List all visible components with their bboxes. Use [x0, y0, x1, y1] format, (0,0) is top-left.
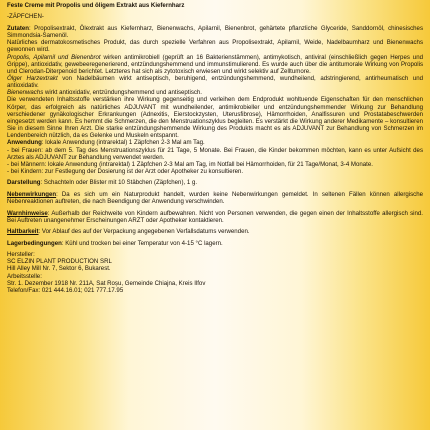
document-title: Feste Creme mit Propolis und öligem Extrakt aus Kiefernharz [7, 2, 185, 9]
resin-section [7, 75, 423, 89]
usage-men: - bei Männern: lokale Anwendung (intrarektal) 1 Zäpfchen 2-3 Mal am Tag, im Notfall bei Hämorrhoiden, für 21 Tage/Monat, 3-4 Monate. [7, 160, 373, 168]
storage-text: : Kühl und trocken bei einer Temperatur von 4-15 °C lagern. [61, 239, 223, 247]
workplace-address: Str. 1. Dezember 1918 Nr. 211A, Sat Roșu, Gemeinde Chiajna, Kreis Ilfov [7, 279, 206, 287]
propolis-label: Propolis, Apilarnil und Bienenbrot [7, 53, 101, 61]
resin-text: von Nadelbäumen wirkt antiseptisch, beruhigend, entzündungshemmend, wundheilend, adstringierend, antirheumatisch und antioxidativ. [7, 75, 424, 90]
wax-label: Bienenwachs [7, 89, 44, 97]
usage-children: - bei Kindern: zur Festlegung der Dosierung ist der Arzt oder Apotheker zu konsultieren. [7, 168, 244, 176]
propolis-text: wirken antimikrobiell (geprüft an 16 Bakterienstämmen), antimykotisch, antiviral (einschließlich gegen Herpes und Grippe), antioxidativ, gewebeeregenerierend, entzündungshemmend und immunstimulierend. Es wurde auch über die antitumorale Wirkung von Propolis und Clerodan-Diterpenoid berichtet. Letzteres hat sich als zytotoxisch erwiesen und wirkt selektiv auf Zelltumore. [7, 53, 423, 75]
presentation-label: Darstellung [7, 179, 41, 187]
effect-paragraph: Die verwendeten Inhaltsstoffe verstärken ihre Wirkung gegenseitig und verleihen dem Endprodukt wohltuende Eigenschaften für den menschlichen Körper, das erfolgreich als natürliches ADJUVANT mit wundheilender, antimikrobieller und entzündungshemmender Wirkung zur Behandlung verschiedener gynäkologischer Erkrankungen (Adnexitis, Eierstockzysten, Uterusfibrose), Hämorrhoiden, Analfissuren und Prostatabeschwerden eingesetzt werden kann. Es hemmt die Schmerzen, die den Menstruationszyklus begleiten. Es verstärkt die Wirkung anderer Medikamente – konsultieren Sie in diesem Sinne Ihren Arzt. Die starke entzündungshemmende Wirkung des Produkts macht es als ADJUVANT zur Behandlung von Schmerzen im Lendenbereich nützlich, da es Gelenke und Muskeln entspannt. [7, 96, 423, 140]
presentation-section [7, 179, 423, 186]
manufacturer-heading: Hersteller: [7, 251, 35, 259]
workplace-heading: Arbeitsstelle: [7, 272, 42, 280]
manufacturer-name: SC ELZIN PLANT PRODUCTION SRL [7, 258, 112, 266]
presentation-text: : Schachteln oder Blister mit 10 Stäbchen (Zäpfchen), 1 g. [40, 179, 198, 187]
ingredients-label: Zutaten [7, 24, 30, 32]
usage-label: Anwendung [7, 139, 42, 147]
product-description: Natürliches dermatokosmetisches Produkt, das durch spezielle Verfahren aus Propolisextrakt, Apilarnil, Weide, Nadelbaumharz und Bienenwachs gewonnen wird. [7, 39, 423, 54]
storage-section [7, 240, 423, 247]
warnings-text: : Außerhalb der Reichweite von Kindern aufbewahren. Nicht von Personen verwenden, die gegen einen der Inhaltsstoffe allergisch sind. Bei Auftreten unangenehmer Erscheinungen ARZT oder Apotheker kontaktieren. [7, 209, 423, 224]
propolis-section [7, 54, 423, 75]
warnings-label: Warnhinweise [7, 209, 48, 217]
wax-section [7, 89, 423, 96]
ingredients-section [7, 25, 423, 39]
usage-section [7, 139, 423, 146]
usage-women: - bei Frauen: ab dem 5. Tag des Menstruationszyklus für 21 Tage, 5 Monate. Bei Frauen, die Kinder bekommen möchten, kann es unter Aufsicht des Arztes als ADJUVANT zur Behandlung verwendet werden. [7, 146, 423, 161]
warnings-section [7, 210, 423, 224]
shelf-life-section [7, 228, 423, 235]
storage-label: Lagerbedingungen [7, 239, 62, 247]
manufacturer-phone: Telefon/Fax: 021 444.16.01; 021 777.17.95 [7, 286, 124, 294]
side-effects-text: : Da es sich um ein Naturprodukt handelt, wurden keine Nebenwirkungen gemeldet. In seltenen Fällen können allergische Nebenreaktionen auftreten, die nach Beendigung der Anwendung verschwinden. [7, 190, 423, 206]
wax-text: wirkt antioxidativ, entzündungshemmend und antiseptisch. [43, 89, 203, 97]
side-effects-section [7, 191, 423, 205]
resin-label: Ölger Harzextrakt [7, 75, 58, 82]
manufacturer-block [7, 251, 423, 294]
shelf-life-text: : Vor Ablauf des auf der Verpackung angegebenen Verfallsdatums verwenden. [38, 228, 250, 236]
manufacturer-address: Hill Alley Mill Nr. 7, Sektor 6, Bukarest. [7, 265, 111, 273]
document-subtitle: -ZÄPFCHEN- [7, 13, 44, 21]
side-effects-label: Nebenwirkungen [7, 190, 57, 198]
shelf-life-label: Haltbarkeit [7, 228, 39, 236]
usage-text: : lokale Anwendung (intrarektal) 1 Zäpfchen 2-3 Mal am Tag. [41, 139, 205, 147]
ingredients-text: : Propolisextrakt, Ölextrakt aus Kiefernharz, Bienenwachs, Apilarnil, Bienenbrot, gehärtete pflanzliche Glyceride, Sanddornöl, chinesisches Simmondsia-Samenöl. [7, 24, 423, 40]
